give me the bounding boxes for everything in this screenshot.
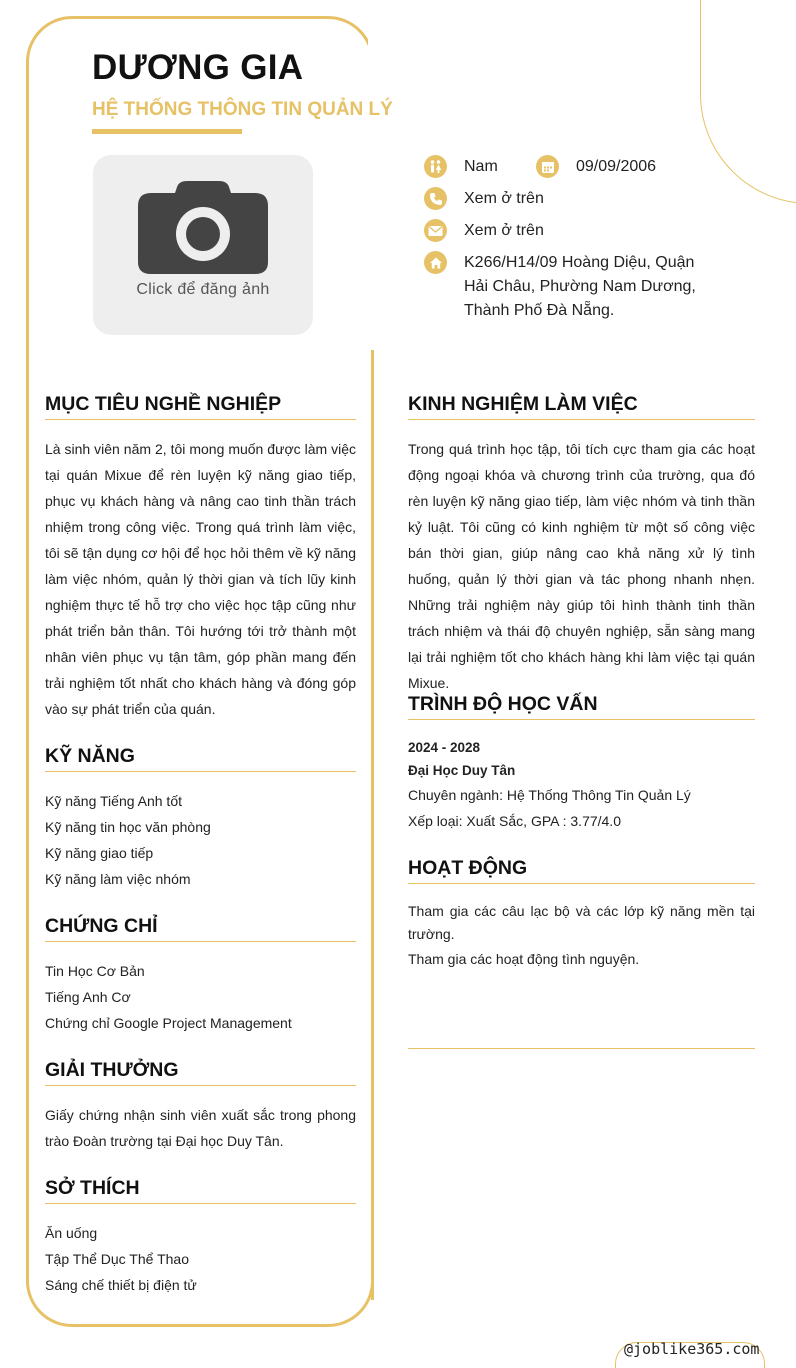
list-item: Kỹ năng tin học văn phòng xyxy=(45,819,211,835)
experience-title: KINH NGHIỆM LÀM VIỆC xyxy=(408,393,755,420)
education-entry xyxy=(408,736,755,834)
objective-text: Là sinh viên năm 2, tôi mong muốn được làm việc tại quán Mixue để rèn luyện kỹ năng giao tiếp, phục vụ khách hàng và nâng cao tinh thần trách nhiệm trong công việc. Trong quá trình làm việc, tôi sẽ tận dụng cơ hội để học hỏi thêm về kỹ năng làm việc nhóm, quản lý thời gian và tích lũy kinh nghiệm thực tế hỗ trợ cho việc học tập cũng như phát triển bản thân. Tôi hướng tới trở thành một nhân viên phục vụ tận tâm, góp phần mang đến trải nghiệm tốt nhất cho khách hàng và đóng góp vào sự phát triển của quán. xyxy=(45,441,356,717)
info-gender: Nam xyxy=(424,155,498,179)
education-major: Chuyên ngành: Hệ Thống Thông Tin Quản Lý xyxy=(408,787,691,803)
info-email: Xem ở trên xyxy=(424,219,544,243)
subtitle-underline xyxy=(92,129,242,134)
awards-text: Giấy chứng nhận sinh viên xuất sắc trong phong trào Đoàn trường tại Đại học Duy Tân. xyxy=(45,1107,356,1149)
certificates-title: CHỨNG CHỈ xyxy=(45,915,356,942)
gender-icon xyxy=(424,155,447,178)
info-phone: Xem ở trên xyxy=(424,187,544,211)
list-item: Sáng chế thiết bị điện tử xyxy=(45,1277,197,1293)
hobbies-list xyxy=(45,1220,356,1298)
activities-list xyxy=(408,900,755,971)
info-birthday: 09/09/2006 xyxy=(536,155,656,179)
skills-title: KỸ NĂNG xyxy=(45,745,356,772)
list-item: Tham gia các câu lạc bộ và các lớp kỹ năng mền tại trường. xyxy=(408,903,755,942)
list-item: Chứng chỉ Google Project Management xyxy=(45,1015,292,1031)
left-column-divider xyxy=(371,350,374,1300)
envelope-icon xyxy=(424,219,447,242)
info-address: K266/H14/09 Hoàng Diệu, Quận Hải Châu, Phường Nam Dương, Thành Phố Đà Nẵng. xyxy=(424,251,704,323)
experience-text: Trong quá trình học tập, tôi tích cực tham gia các hoạt động ngoại khóa và chương trình của trường, qua đó rèn luyện kỹ năng giao tiếp, làm việc nhóm và tinh thần kỷ luật. Tôi cũng có kinh nghiệm từ một số công việc bán thời gian, giúp nâng cao khả năng xử lý tình huống, quản lý thời gian và tác phong nhanh nhẹn. Những trải nghiệm này giúp tôi hình thành tinh thần trách nhiệm và thái độ chuyên nghiệp, sẵn sàng mang lại trải nghiệm tốt cho khách hàng khi làm việc tại quán Mixue. xyxy=(408,441,755,691)
education-school: Đại Học Duy Tân xyxy=(408,763,516,778)
corner-decoration-top-right xyxy=(700,0,796,204)
camera-icon xyxy=(137,181,269,275)
candidate-name: DƯƠNG GIA xyxy=(92,48,304,87)
home-icon xyxy=(424,251,447,274)
phone-icon xyxy=(424,187,447,210)
calendar-icon xyxy=(536,155,559,178)
objective-title: MỤC TIÊU NGHỀ NGHIỆP xyxy=(45,393,356,420)
list-item: Kỹ năng giao tiếp xyxy=(45,845,154,861)
photo-upload[interactable] xyxy=(93,155,313,335)
education-title: TRÌNH ĐỘ HỌC VẤN xyxy=(408,693,755,720)
list-item: Tiếng Anh Cơ xyxy=(45,989,131,1005)
skills-list xyxy=(45,788,356,892)
list-item: Tập Thể Dục Thể Thao xyxy=(45,1251,189,1267)
activities-title: HOẠT ĐỘNG xyxy=(408,857,755,884)
awards-title: GIẢI THƯỞNG xyxy=(45,1059,356,1086)
watermark: @joblike365.com xyxy=(624,1340,760,1358)
list-item: Tham gia các hoạt động tình nguyện. xyxy=(408,951,640,967)
education-period: 2024 - 2028 xyxy=(408,740,481,755)
candidate-subtitle: HỆ THỐNG THÔNG TIN QUẢN LÝ xyxy=(92,99,393,120)
list-item: Kỹ năng Tiếng Anh tốt xyxy=(45,793,182,809)
list-item: Tin Học Cơ Bản xyxy=(45,963,145,979)
list-item: Kỹ năng làm việc nhóm xyxy=(45,871,191,887)
certificates-list xyxy=(45,958,356,1036)
list-item: Ăn uống xyxy=(45,1225,98,1241)
education-grade: Xếp loại: Xuất Sắc, GPA : 3.77/4.0 xyxy=(408,813,621,829)
hobbies-title: SỞ THÍCH xyxy=(45,1177,356,1204)
photo-upload-label: Click để đăng ảnh xyxy=(136,281,270,298)
right-column-divider xyxy=(408,1048,755,1049)
